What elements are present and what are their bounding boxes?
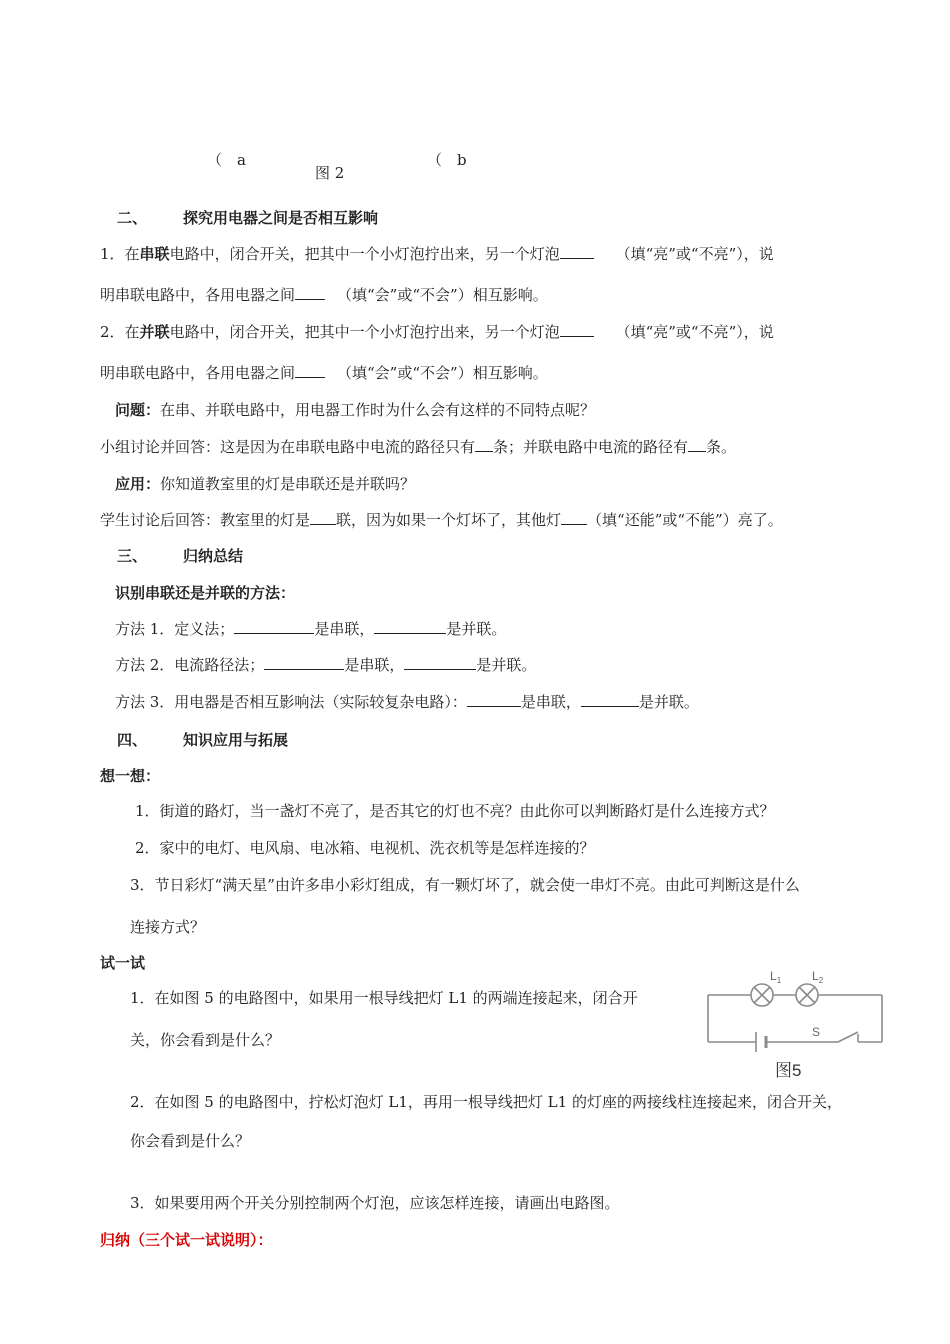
discussion-tail: 条。	[706, 438, 737, 456]
method2-line	[115, 655, 536, 675]
think-item-2: 2．家中的电灯、电风扇、电冰箱、电视机、洗衣机等是怎样连接的？	[135, 839, 595, 857]
figure5-caption: 图5	[775, 1061, 802, 1080]
apply-label: 应用：	[115, 475, 161, 493]
try-item-2-line2: 你会看到是什么？	[130, 1132, 251, 1150]
section4-title: 知识应用与拓展	[183, 731, 289, 749]
section3-number: 三、	[117, 547, 148, 565]
method2-blank-2[interactable]	[404, 655, 476, 670]
section2-q2-line2	[100, 363, 548, 383]
section3-heading	[117, 546, 243, 566]
summary-heading: 归纳（三个试一试说明）：	[100, 1231, 273, 1249]
section2-title: 探究用电器之间是否相互影响	[183, 209, 379, 227]
try-item-1-line1: 1．在如图 5 的电路图中，如果用一根导线把灯 L1 的两端连接起来，闭合开	[130, 989, 638, 1007]
student-prefix: 学生讨论后回答：教室里的灯是	[100, 511, 311, 529]
section2-q1-line2	[100, 285, 548, 305]
method3-blank-1[interactable]	[467, 692, 521, 707]
student-tail: （填“还能”或“不能”）亮了。	[587, 511, 783, 529]
discussion-blank-2[interactable]	[688, 437, 706, 452]
think-label: 想一想：	[100, 767, 161, 785]
apply-text: 你知道教室里的灯是串联还是并联吗？	[160, 475, 416, 493]
q1-tail: （填“亮”或“不亮”），说	[615, 245, 774, 263]
method2-prefix: 方法 2．电流路径法；	[115, 656, 265, 674]
section2-q2-line1	[100, 322, 774, 342]
q2-line2-prefix: 明串联电路中，各用电器之间	[100, 364, 296, 382]
method1-tail: 是并联。	[446, 620, 507, 638]
student-blank-2[interactable]	[561, 510, 587, 525]
section4-heading	[117, 730, 288, 750]
apply-line	[115, 474, 415, 494]
question-text: 在串、并联电路中，用电器工作时为什么会有这样的不同特点呢？	[160, 401, 596, 419]
lamp-l2-label: $L_2$	[812, 970, 824, 985]
lamp-l1-icon	[751, 984, 773, 1006]
student-mid: 联，因为如果一个灯坏了，其他灯	[336, 511, 562, 529]
q1-suffix: 电路中，闭合开关，把其中一个小灯泡拧出来，另一个灯泡	[169, 245, 560, 263]
student-answer-line	[100, 510, 783, 530]
method1-blank-1[interactable]	[234, 619, 314, 634]
battery-icon	[756, 1032, 766, 1052]
figure5-circuit-diagram	[700, 970, 890, 1085]
q2-bold-term: 并联	[139, 323, 170, 341]
discussion-blank-1[interactable]	[475, 437, 493, 452]
q1-bold-term: 串联	[139, 245, 170, 263]
method3-prefix: 方法 3．用电器是否相互影响法（实际较复杂电路）：	[115, 693, 467, 711]
q1-prefix: 1．在	[100, 245, 140, 263]
q1-line2-tail: （填“会”或“不会”）相互影响。	[337, 286, 548, 304]
method1-mid: 是串联，	[314, 620, 375, 638]
think-item-1: 1．街道的路灯，当一盏灯不亮了，是否其它的灯也不亮？由此你可以判断路灯是什么连接方式？	[135, 802, 775, 820]
switch-label: S	[812, 1025, 821, 1039]
question-label: 问题：	[115, 401, 161, 419]
method2-mid: 是串联，	[344, 656, 405, 674]
section3-title: 归纳总结	[183, 547, 244, 565]
lamp-l2-icon	[796, 984, 818, 1006]
try-label: 试一试	[100, 954, 146, 972]
think-item-3-line1: 3．节日彩灯“满天星”由许多串小彩灯组成，有一颗灯坏了，就会使一串灯不亮。由此可判断这是什么	[130, 876, 800, 894]
figure2-caption: 图 2	[315, 164, 345, 182]
try-item-2-line1: 2．在如图 5 的电路图中，拧松灯泡灯 L1，再用一根导线把灯 L1 的灯座的两接线柱连接起来，闭合开关，	[130, 1093, 842, 1111]
try-item-1-line2: 关，你会看到是什么？	[130, 1031, 281, 1049]
switch-icon	[838, 1032, 858, 1042]
method3-tail: 是并联。	[638, 693, 699, 711]
figure2-label-a: （ a	[207, 151, 246, 169]
question-line	[115, 400, 595, 420]
method3-mid: 是串联，	[520, 693, 581, 711]
q1-line2-prefix: 明串联电路中，各用电器之间	[100, 286, 296, 304]
method3-blank-2[interactable]	[581, 692, 639, 707]
section2-heading	[117, 208, 378, 228]
q2-blank-1[interactable]	[560, 322, 594, 337]
discussion-prefix: 小组讨论并回答：这是因为在串联电路中电流的路径只有	[100, 438, 476, 456]
figure2-label-b: （ b	[427, 151, 467, 169]
try-item-3: 3．如果要用两个开关分别控制两个灯泡，应该怎样连接，请画出电路图。	[130, 1194, 620, 1212]
q2-blank-2[interactable]	[295, 363, 325, 378]
think-item-3-line2: 连接方式？	[130, 918, 206, 936]
student-blank-1[interactable]	[310, 510, 336, 525]
method1-prefix: 方法 1．定义法；	[115, 620, 235, 638]
q2-tail: （填“亮”或“不亮”），说	[615, 323, 774, 341]
section2-q1-line1	[100, 244, 774, 264]
method3-line	[115, 692, 699, 712]
q2-line2-tail: （填“会”或“不会”）相互影响。	[337, 364, 548, 382]
method1-line	[115, 619, 506, 639]
q2-suffix: 电路中，闭合开关，把其中一个小灯泡拧出来，另一个灯泡	[169, 323, 560, 341]
identify-heading: 识别串联还是并联的方法：	[115, 584, 296, 602]
method1-blank-2[interactable]	[374, 619, 446, 634]
q1-blank-1[interactable]	[560, 244, 594, 259]
lamp-l1-label: $L_1$	[770, 970, 782, 985]
section2-number: 二、	[117, 209, 148, 227]
method2-blank-1[interactable]	[264, 655, 344, 670]
q2-prefix: 2．在	[100, 323, 140, 341]
method2-tail: 是并联。	[476, 656, 537, 674]
discussion-line	[100, 437, 736, 457]
section4-number: 四、	[117, 731, 148, 749]
q1-blank-2[interactable]	[295, 285, 325, 300]
discussion-mid: 条；并联电路中电流的路径有	[493, 438, 689, 456]
